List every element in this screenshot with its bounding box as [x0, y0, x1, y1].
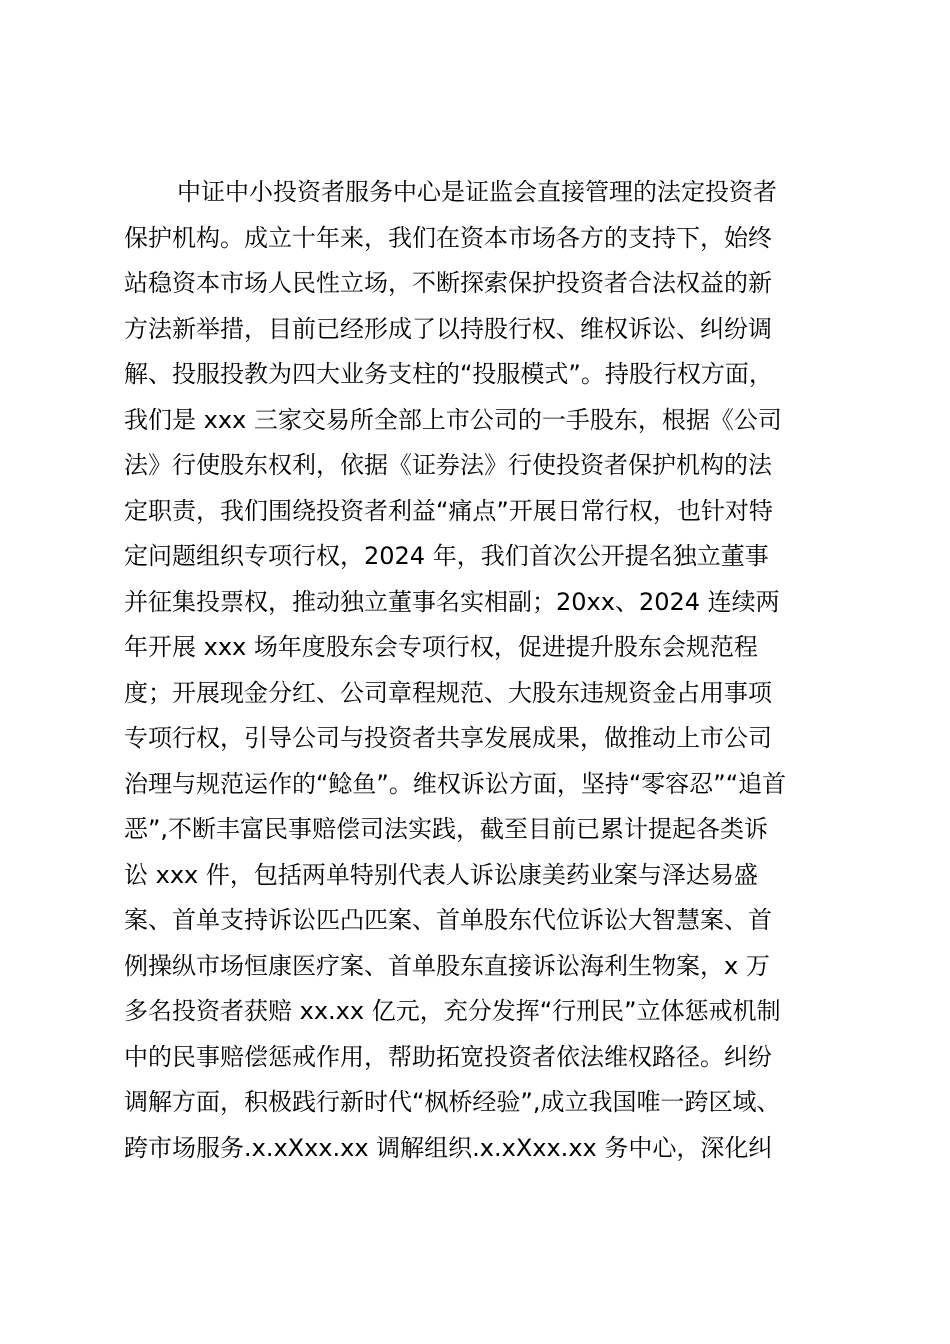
paragraph-line: 定问题组织专项行权，2024 年，我们首次公开提名独立董事: [124, 542, 769, 570]
paragraph-line: 讼 xxx 件，包括两单特别代表人诉讼康美药业案与泽达易盛: [124, 860, 758, 889]
paragraph-line: 中的民事赔偿惩戒作用，帮助拓宽投资者依法维权路径。纠纷: [124, 1042, 772, 1071]
paragraph-line: 年开展 xxx 场年度股东会专项行权，促进提升股东会规范程: [124, 633, 758, 661]
paragraph-line: 跨市场服务.x.xXxx.xx 调解组织.x.xXxx.xx 务中心，深化纠: [124, 1133, 773, 1162]
paragraph-line: 保护机构。成立十年来，我们在资本市场各方的支持下，始终: [124, 223, 772, 252]
paragraph-line: 例操纵市场恒康医疗案、首单股东直接诉讼海利生物案，x 万: [124, 951, 770, 980]
paragraph-line: 专项行权，引导公司与投资者共享发展成果，做推动上市公司: [124, 724, 772, 752]
paragraph-line: 定职责，我们围绕投资者利益“痛点”开展日常行权，也针对特: [124, 496, 773, 525]
paragraph-line: 恶”,不断丰富民事赔偿司法实践，截至目前已累计提起各类诉: [124, 815, 769, 843]
body-paragraph: [124, 170, 844, 1171]
paragraph-line: 度；开展现金分红、公司章程规范、大股东违规资金占用事项: [124, 678, 772, 707]
paragraph-line: 方法新举措，目前已经形成了以持股行权、维权诉讼、纠纷调: [124, 314, 772, 343]
paragraph-line: 治理与规范运作的“鲶鱼”。维权诉讼方面，坚持“零容忍”“追首: [124, 769, 787, 798]
paragraph-line: 调解方面，积极践行新时代“枫桥经验”,成立我国唯一跨区域、: [124, 1088, 781, 1116]
paragraph-line: 站稳资本市场人民性立场，不断探索保护投资者合法权益的新: [124, 269, 772, 297]
paragraph-line: 我们是 xxx 三家交易所全部上市公司的一手股东，根据《公司: [124, 405, 782, 434]
paragraph-line: 中证中小投资者服务中心是证监会直接管理的法定投资者: [177, 178, 777, 206]
paragraph-line: 并征集投票权，推动独立董事名实相副；20xx、2024 连续两: [124, 587, 780, 616]
paragraph-line: 法》行使股东权利，依据《证券法》行使投资者保护机构的法: [124, 451, 772, 479]
paragraph-line: 案、首单支持诉讼匹凸匹案、首单股东代位诉讼大智慧案、首: [124, 906, 772, 934]
paragraph-line: 解、投服投教为四大业务支柱的“投服模式”。持股行权方面，: [124, 360, 773, 388]
paragraph-line: 多名投资者获赔 xx.xx 亿元，充分发挥“行刑民”立体惩戒机制: [124, 997, 781, 1025]
